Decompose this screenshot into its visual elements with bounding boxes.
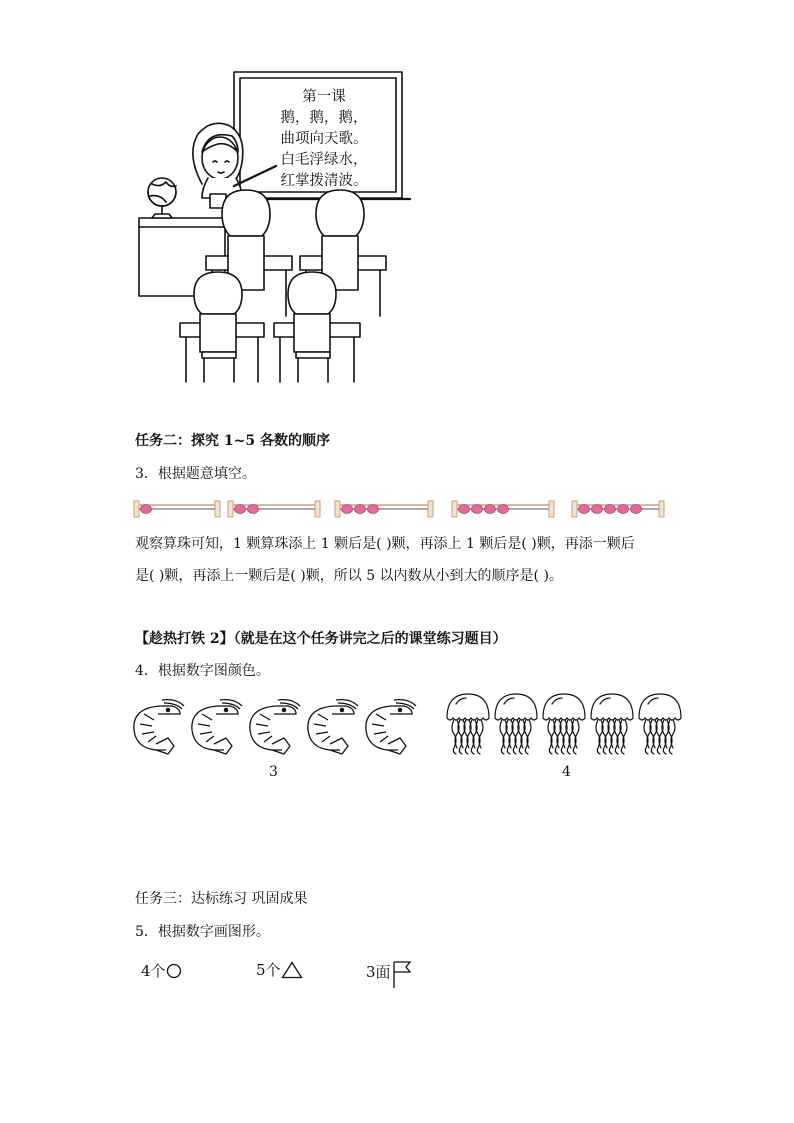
jellyfish-tentacle [623, 720, 627, 748]
jellyfish-illustrations [444, 692, 692, 758]
question5-title: 5．根据数字画图形。 [135, 924, 270, 940]
shrimp-segments [198, 714, 214, 742]
shrimp-body [134, 706, 166, 750]
shape-item-triangle [256, 959, 303, 980]
flag-icon [391, 959, 413, 989]
abacus [452, 501, 554, 517]
blackboard-line: 曲项向天歌。 [280, 131, 368, 147]
question3-line2: 是( )颗，再添上一颗后是( )颗，所以 5 以内数从小到大的顺序是( )。 [135, 568, 563, 584]
question3-title: 3．根据题意填空。 [135, 466, 256, 482]
circle-icon [166, 963, 182, 979]
shape-item-flag [366, 959, 413, 989]
abacus [134, 501, 220, 517]
shape-item-circle [141, 960, 182, 981]
jellyfish-tentacle [575, 720, 579, 748]
jellyfish [447, 694, 489, 754]
jellyfish-bell [543, 694, 585, 720]
blackboard-line: 白毛浮绿水， [280, 152, 368, 168]
shrimp-body [250, 706, 282, 750]
shape-label: 3面 [366, 963, 391, 981]
shrimp-antennae [278, 700, 300, 709]
jellyfish [639, 694, 681, 754]
abacus-illustrations [132, 496, 672, 522]
question3-line1: 观察算珠可知，1 颗算珠添上 1 颗后是( )颗，再添上 1 颗后是( )颗，再添一颗后 [135, 536, 635, 552]
abacus-frame [549, 501, 554, 517]
shrimp [250, 700, 300, 754]
blackboard-text [262, 87, 386, 192]
shrimp [366, 700, 416, 754]
jellyfish-bell [447, 694, 489, 720]
abacus-bead [141, 505, 152, 514]
shrimp-segments [140, 714, 156, 742]
shrimp-tail [214, 738, 232, 754]
shrimp-body [308, 706, 340, 750]
abacus-bead [631, 505, 642, 514]
abacus-row [132, 496, 672, 522]
abacus-bead [618, 505, 629, 514]
shrimp [134, 700, 184, 754]
shrimp-illustrations [130, 696, 422, 756]
shrimp-tail [330, 738, 348, 754]
abacus-frame [572, 501, 577, 517]
abacus [335, 501, 433, 517]
shrimp-antennae [394, 700, 416, 709]
blackboard-line: 红掌拨清波。 [280, 173, 368, 189]
shrimp-tail [156, 738, 174, 754]
abacus-bead [342, 505, 353, 514]
shrimp-segments [314, 714, 330, 742]
shrimp-eye [166, 708, 169, 711]
abacus-frame [452, 501, 457, 517]
jellyfish [591, 694, 633, 754]
blackboard-line: 第一课 [302, 89, 346, 105]
shrimp-eye [398, 708, 401, 711]
shrimp [308, 700, 358, 754]
jellyfish-bell [639, 694, 681, 720]
shrimp-antennae [220, 700, 242, 709]
jellyfish-group [444, 692, 692, 758]
abacus-frame [228, 501, 233, 517]
shape-label: 5个 [256, 961, 281, 979]
abacus-bead [248, 505, 259, 514]
abacus-bead [485, 505, 496, 514]
shrimp-eye [340, 708, 343, 711]
shrimp-eye [282, 708, 285, 711]
abacus-frame [215, 501, 220, 517]
question3-text [135, 528, 695, 592]
jellyfish-tentacle [671, 720, 675, 748]
practice2-heading: 【趁热打铁 2】（就是在这个任务讲完之后的课堂练习题目） [135, 631, 507, 647]
jellyfish-tentacle [479, 720, 483, 748]
shrimp-tail [388, 738, 406, 754]
shrimp-body [366, 706, 398, 750]
triangle-icon [281, 961, 303, 979]
abacus-bead [498, 505, 509, 514]
abacus-frame [134, 501, 139, 517]
shrimp-segments [256, 714, 272, 742]
blackboard-line: 鹅，鹅，鹅， [280, 110, 368, 126]
abacus [572, 501, 664, 517]
abacus-bead [472, 505, 483, 514]
abacus [228, 501, 320, 517]
jellyfish-bell [495, 694, 537, 720]
abacus-frame [659, 501, 664, 517]
jellyfish-tentacle [527, 720, 531, 748]
abacus-frame [428, 501, 433, 517]
abacus-frame [315, 501, 320, 517]
shape-label: 4个 [141, 962, 166, 980]
shrimp-group [130, 696, 422, 756]
task3-heading: 任务三：达标练习 巩固成果 [135, 891, 308, 907]
abacus-bead [579, 505, 590, 514]
jellyfish [543, 694, 585, 754]
jellyfish-number: 4 [562, 764, 571, 780]
abacus-bead [605, 505, 616, 514]
abacus-bead [592, 505, 603, 514]
shrimp-tail [272, 738, 290, 754]
abacus-bead [355, 505, 366, 514]
question4-title: 4．根据数字图颜色。 [135, 663, 270, 679]
jellyfish [495, 694, 537, 754]
shrimp [192, 700, 242, 754]
shrimp-body [192, 706, 224, 750]
task2-heading: 任务二：探究 1~5 各数的顺序 [135, 433, 330, 449]
jellyfish-bell [591, 694, 633, 720]
abacus-bead [368, 505, 379, 514]
shrimp-antennae [162, 700, 184, 709]
abacus-bead [235, 505, 246, 514]
shrimp-eye [224, 708, 227, 711]
shrimp-number: 3 [269, 764, 278, 780]
shrimp-segments [372, 714, 388, 742]
abacus-frame [335, 501, 340, 517]
shrimp-antennae [336, 700, 358, 709]
abacus-bead [459, 505, 470, 514]
